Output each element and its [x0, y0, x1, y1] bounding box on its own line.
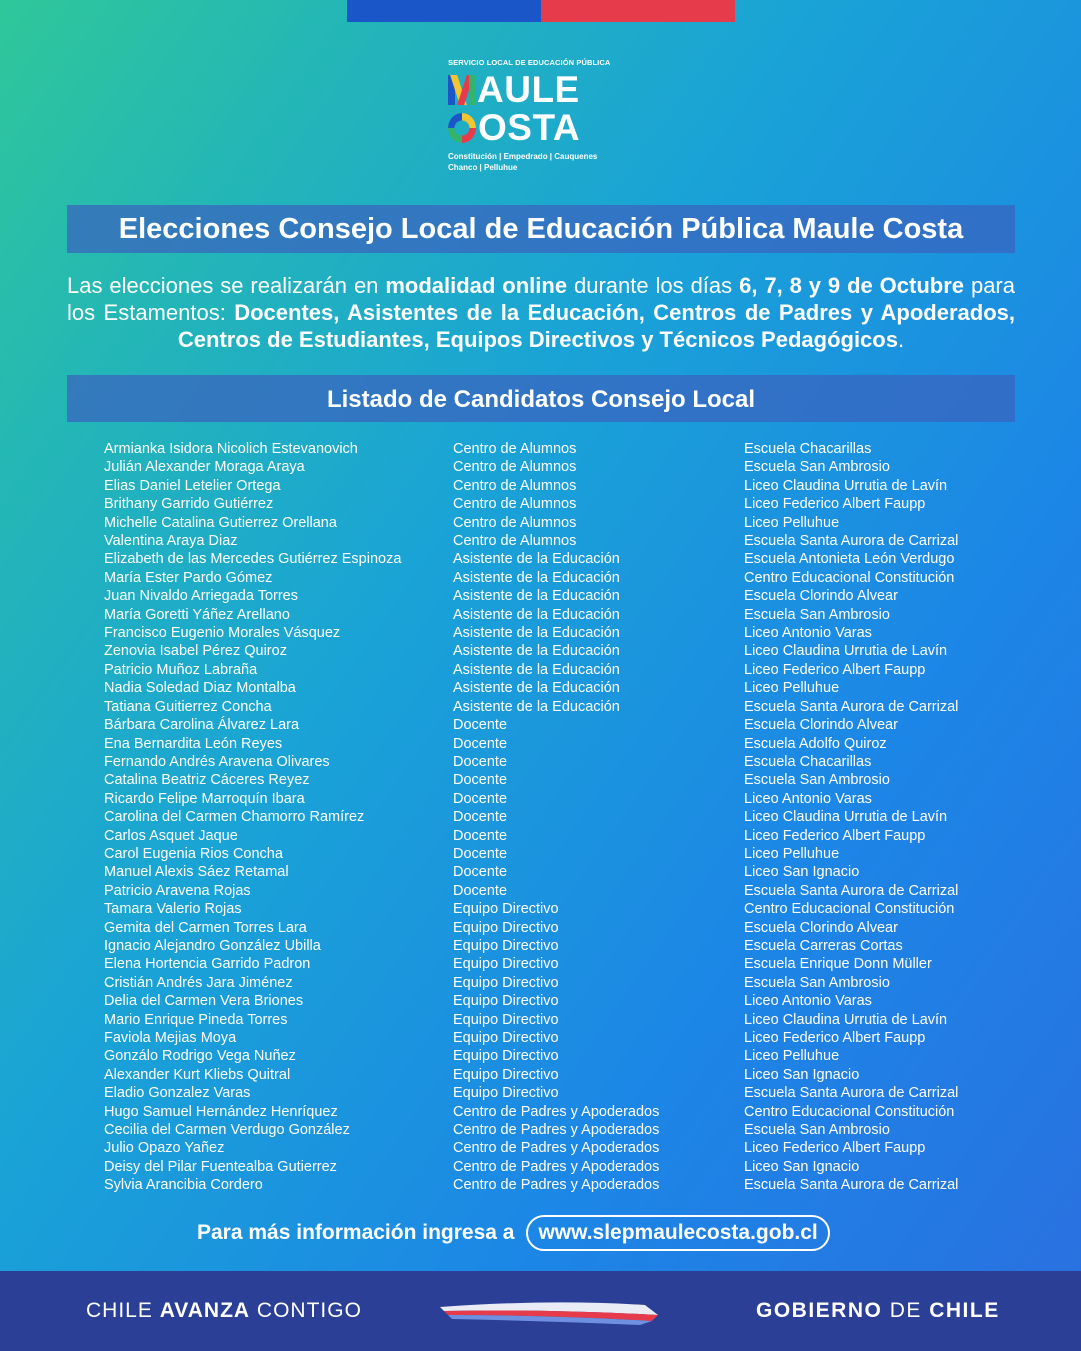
intro-paragraph: [67, 272, 1015, 353]
footer-right-c: CHILE: [921, 1299, 1000, 1322]
candidate-estamento: Docente: [453, 717, 508, 734]
candidate-estamento: Asistente de la Educación: [453, 698, 620, 715]
candidate-school: Escuela Clorindo Alvear: [744, 919, 898, 936]
candidate-row: [104, 532, 1004, 550]
candidate-school: Escuela Enrique Donn Müller: [744, 956, 932, 973]
candidate-row: [104, 440, 1004, 458]
list-title: Listado de Candidatos Consejo Local: [67, 375, 1015, 422]
candidate-name: Patricio Aravena Rojas: [104, 882, 251, 899]
logo-org-name: SERVICIO LOCAL DE EDUCACIÓN PÚBLICA: [448, 58, 611, 67]
flag-bar-blue: [347, 0, 541, 22]
candidate-name: Armianka Isidora Nicolich Estevanovich: [104, 441, 358, 457]
candidate-row: [104, 495, 1004, 513]
candidate-estamento: Centro de Alumnos: [453, 441, 577, 457]
candidate-name: Juan Nivaldo Arriegada Torres: [104, 588, 298, 605]
candidate-row: [104, 624, 1004, 642]
intro-text-1: Las elecciones se realizarán en: [67, 273, 386, 298]
chile-avanza-contigo: [86, 1299, 362, 1323]
candidate-estamento: Docente: [453, 735, 508, 752]
candidate-school: Escuela Carreras Cortas: [744, 937, 903, 954]
logo-c-glyph: [448, 113, 476, 143]
candidate-name: Brithany Garrido Gutiérrez: [104, 496, 274, 513]
candidate-row: [104, 458, 1004, 476]
candidate-row: [104, 790, 1004, 808]
candidate-row: [104, 679, 1004, 697]
candidate-estamento: Centro de Alumnos: [453, 514, 577, 531]
candidate-estamento: Equipo Directivo: [453, 974, 559, 991]
candidate-name: Sylvia Arancibia Cordero: [104, 1177, 263, 1194]
candidate-name: Patricio Muñoz Labraña: [104, 661, 258, 678]
candidate-school: Liceo Federico Albert Faupp: [744, 1140, 926, 1157]
intro-text-3: para los Estamentos:: [67, 273, 1015, 325]
candidate-school: Liceo Federico Albert Faupp: [744, 661, 926, 678]
intro-text-2: durante los días: [567, 273, 740, 298]
candidate-school: Escuela Santa Aurora de Carrizal: [744, 882, 959, 899]
candidate-row: [104, 1029, 1004, 1047]
candidate-estamento: Asistente de la Educación: [453, 680, 620, 697]
candidate-row: [104, 1121, 1004, 1139]
candidate-name: Valentina Araya Diaz: [104, 533, 238, 550]
candidate-school: Escuela Chacarillas: [744, 753, 872, 770]
intro-bold-modality: modalidad online: [385, 273, 568, 298]
candidate-school: Liceo San Ignacio: [744, 864, 860, 881]
candidate-name: Cristián Andrés Jara Jiménez: [104, 974, 293, 991]
candidate-school: Liceo Federico Albert Faupp: [744, 496, 926, 513]
candidate-name: María Ester Pardo Gómez: [104, 569, 273, 586]
candidate-row: [104, 771, 1004, 789]
more-info-label: Para más información ingresa a: [197, 1221, 515, 1244]
candidate-estamento: Equipo Directivo: [453, 937, 559, 954]
candidate-school: Escuela Chacarillas: [744, 441, 872, 457]
candidate-row: [104, 919, 1004, 937]
candidate-name: Elena Hortencia Garrido Padron: [104, 956, 311, 973]
candidate-row: [104, 753, 1004, 771]
gobierno-de-chile: [756, 1299, 1000, 1323]
candidate-estamento: Asistente de la Educación: [453, 661, 620, 678]
candidate-estamento: Equipo Directivo: [453, 956, 559, 973]
footer: [0, 1271, 1081, 1351]
candidate-name: Tatiana Guitierrez Concha: [104, 698, 272, 715]
candidate-school: Liceo San Ignacio: [744, 1158, 860, 1175]
candidate-name: Eladio Gonzalez Varas: [104, 1085, 251, 1102]
candidate-estamento: Equipo Directivo: [453, 1066, 559, 1083]
candidate-school: Escuela Santa Aurora de Carrizal: [744, 698, 959, 715]
logo-m-glyph: [448, 75, 476, 105]
candidate-estamento: Docente: [453, 772, 508, 789]
candidate-estamento: Equipo Directivo: [453, 993, 559, 1010]
footer-left-a: CHILE: [86, 1299, 160, 1322]
candidate-estamento: Centro de Alumnos: [453, 496, 577, 513]
candidate-name: Faviola Mejias Moya: [104, 1030, 237, 1046]
footer-right-b: DE: [889, 1299, 922, 1322]
candidate-row: [104, 845, 1004, 863]
candidate-row: [104, 569, 1004, 587]
candidate-school: Centro Educacional Constitución: [744, 1103, 955, 1120]
candidate-name: Carlos Asquet Jaque: [104, 827, 238, 844]
candidate-name: Julio Opazo Yañez: [104, 1140, 225, 1157]
candidate-row: [104, 1176, 1004, 1194]
candidate-row: [104, 514, 1004, 532]
candidate-row: [104, 642, 1004, 660]
candidate-name: Carolina del Carmen Chamorro Ramírez: [104, 809, 365, 826]
candidate-school: Escuela Adolfo Quiroz: [744, 735, 887, 752]
footer-right-a: GOBIERNO: [756, 1299, 890, 1322]
candidate-estamento: Docente: [453, 790, 508, 807]
candidate-estamento: Centro de Alumnos: [453, 533, 577, 550]
candidate-row: [104, 882, 1004, 900]
candidate-estamento: Equipo Directivo: [453, 1085, 559, 1102]
candidate-name: Catalina Beatriz Cáceres Reyez: [104, 772, 310, 789]
candidate-school: Liceo Antonio Varas: [744, 790, 872, 807]
logo-comunas-line-1: Constitución | Empedrado | Cauquenes: [448, 152, 598, 161]
candidate-school: Escuela Santa Aurora de Carrizal: [744, 1085, 959, 1102]
candidate-school: Liceo Federico Albert Faupp: [744, 827, 926, 844]
candidate-estamento: Equipo Directivo: [453, 919, 559, 936]
candidate-row: [104, 1084, 1004, 1102]
logo-comunas: [448, 151, 648, 173]
candidate-school: Escuela Santa Aurora de Carrizal: [744, 1177, 959, 1194]
flag-bar-red: [541, 0, 735, 22]
candidate-estamento: Docente: [453, 864, 508, 881]
candidate-row: [104, 1158, 1004, 1176]
candidate-row: [104, 974, 1004, 992]
candidate-row: [104, 735, 1004, 753]
candidates-table: [104, 440, 1004, 1195]
candidate-name: Zenovia Isabel Pérez Quiroz: [104, 643, 287, 660]
candidate-row: [104, 1047, 1004, 1065]
candidate-school: Liceo Pelluhue: [744, 845, 840, 862]
candidate-school: Liceo Antonio Varas: [744, 993, 872, 1010]
page-title: Elecciones Consejo Local de Educación Pública Maule Costa: [67, 205, 1015, 253]
candidate-school: Liceo Pelluhue: [744, 680, 840, 697]
candidate-estamento: Equipo Directivo: [453, 1048, 559, 1065]
candidate-row: [104, 1066, 1004, 1084]
candidate-school: Liceo San Ignacio: [744, 1066, 860, 1083]
candidate-estamento: Docente: [453, 827, 508, 844]
candidate-name: Delia del Carmen Vera Briones: [104, 993, 304, 1010]
candidate-school: Escuela Clorindo Alvear: [744, 588, 898, 605]
candidate-estamento: Docente: [453, 809, 508, 826]
candidate-estamento: Asistente de la Educación: [453, 569, 620, 586]
candidate-school: Liceo Pelluhue: [744, 514, 840, 531]
candidate-estamento: Equipo Directivo: [453, 1011, 559, 1028]
candidate-name: Michelle Catalina Gutierrez Orellana: [104, 514, 337, 531]
candidate-estamento: Asistente de la Educación: [453, 588, 620, 605]
footer-left-c: CONTIGO: [250, 1299, 362, 1322]
candidate-school: Escuela Santa Aurora de Carrizal: [744, 533, 959, 550]
candidate-row: [104, 550, 1004, 568]
candidate-school: Centro Educacional Constitución: [744, 901, 955, 918]
candidate-name: Fernando Andrés Aravena Olivares: [104, 753, 330, 770]
candidate-school: Liceo Claudina Urrutia de Lavín: [744, 643, 948, 660]
candidate-name: Gemita del Carmen Torres Lara: [104, 919, 307, 936]
candidate-name: Ena Bernardita León Reyes: [104, 735, 283, 752]
logo-line-2: OSTA: [478, 107, 581, 148]
candidate-estamento: Centro de Padres y Apoderados: [453, 1158, 660, 1175]
candidate-estamento: Centro de Alumnos: [453, 459, 577, 476]
candidate-name: Gonzálo Rodrigo Vega Nuñez: [104, 1048, 296, 1065]
candidate-school: Escuela San Ambrosio: [744, 1122, 890, 1139]
footer-left-b: AVANZA: [159, 1299, 251, 1322]
candidate-estamento: Centro de Alumnos: [453, 477, 577, 494]
candidate-school: Escuela San Ambrosio: [744, 459, 890, 476]
candidate-school: Liceo Antonio Varas: [744, 625, 872, 642]
candidate-name: Manuel Alexis Sáez Retamal: [104, 864, 289, 881]
candidate-estamento: Asistente de la Educación: [453, 606, 620, 623]
intro-bold-dates: 6, 7, 8 y 9 de Octubre: [739, 273, 965, 298]
candidate-estamento: Docente: [453, 845, 508, 862]
candidate-name: Nadia Soledad Diaz Montalba: [104, 680, 296, 697]
candidate-name: Alexander Kurt Kliebs Quitral: [104, 1066, 291, 1083]
candidate-row: [104, 1011, 1004, 1029]
intro-text-4: .: [897, 327, 905, 352]
candidate-name: Carol Eugenia Rios Concha: [104, 845, 283, 862]
candidate-estamento: Equipo Directivo: [453, 901, 559, 918]
candidate-row: [104, 900, 1004, 918]
candidate-school: Liceo Pelluhue: [744, 1048, 840, 1065]
candidate-estamento: Centro de Padres y Apoderados: [453, 1177, 660, 1194]
candidate-estamento: Asistente de la Educación: [453, 625, 620, 642]
candidate-school: Centro Educacional Constitución: [744, 569, 955, 586]
candidate-estamento: Docente: [453, 753, 508, 770]
flag-swoosh-icon: [440, 1301, 660, 1325]
logo-word-costa: [448, 109, 648, 147]
maule-costa-logo: [448, 58, 648, 173]
candidate-school: Liceo Claudina Urrutia de Lavín: [744, 477, 948, 494]
candidate-row: [104, 992, 1004, 1010]
candidate-school: Liceo Claudina Urrutia de Lavín: [744, 1011, 948, 1028]
candidate-row: [104, 606, 1004, 624]
candidate-estamento: Asistente de la Educación: [453, 551, 620, 568]
candidate-row: [104, 1139, 1004, 1157]
candidate-row: [104, 661, 1004, 679]
logo-comunas-line-2: Chanco | Pelluhue: [448, 163, 518, 172]
candidate-row: [104, 1103, 1004, 1121]
candidate-name: Ignacio Alejandro González Ubilla: [104, 937, 321, 954]
candidate-estamento: Centro de Padres y Apoderados: [453, 1140, 660, 1157]
candidate-name: Cecilia del Carmen Verdugo González: [104, 1122, 350, 1139]
more-info: [197, 1215, 830, 1251]
candidate-row: [104, 716, 1004, 734]
candidate-name: Deisy del Pilar Fuentealba Gutierrez: [104, 1158, 337, 1175]
candidate-school: Escuela Clorindo Alvear: [744, 717, 898, 734]
candidate-name: Elias Daniel Letelier Ortega: [104, 477, 281, 494]
candidate-school: Escuela Antonieta León Verdugo: [744, 551, 955, 568]
candidate-name: Hugo Samuel Hernández Henríquez: [104, 1103, 338, 1120]
candidate-name: Francisco Eugenio Morales Vásquez: [104, 625, 341, 642]
intro-bold-estamentos: Docentes, Asistentes de la Educación, Centros de Padres y Apoderados, Centros de Estudiantes, Equipos Directivos y Técnicos Pedagógicos: [177, 300, 1015, 352]
candidate-row: [104, 698, 1004, 716]
candidate-school: Liceo Federico Albert Faupp: [744, 1030, 926, 1046]
candidate-name: Julián Alexander Moraga Araya: [104, 459, 305, 476]
candidate-estamento: Equipo Directivo: [453, 1030, 559, 1046]
candidate-school: Escuela San Ambrosio: [744, 772, 890, 789]
candidate-row: [104, 477, 1004, 495]
candidate-estamento: Centro de Padres y Apoderados: [453, 1122, 660, 1139]
logo-line-1: AULE: [477, 69, 580, 110]
candidate-estamento: Docente: [453, 882, 508, 899]
candidate-school: Escuela San Ambrosio: [744, 606, 890, 623]
candidate-row: [104, 937, 1004, 955]
candidate-estamento: Asistente de la Educación: [453, 643, 620, 660]
candidate-school: Escuela San Ambrosio: [744, 974, 890, 991]
candidate-name: Elizabeth de las Mercedes Gutiérrez Espinoza: [104, 551, 402, 568]
candidate-row: [104, 863, 1004, 881]
flag-bar: [347, 0, 735, 22]
candidate-school: Liceo Claudina Urrutia de Lavín: [744, 809, 948, 826]
candidate-row: [104, 827, 1004, 845]
candidate-name: Mario Enrique Pineda Torres: [104, 1011, 288, 1028]
candidate-row: [104, 955, 1004, 973]
candidate-name: María Goretti Yáñez Arellano: [104, 606, 290, 623]
candidate-name: Tamara Valerio Rojas: [104, 901, 242, 918]
logo-word-maule: [448, 71, 648, 109]
candidate-row: [104, 587, 1004, 605]
candidate-row: [104, 808, 1004, 826]
candidate-estamento: Centro de Padres y Apoderados: [453, 1103, 660, 1120]
candidate-name: Ricardo Felipe Marroquín Ibara: [104, 790, 305, 807]
website-link[interactable]: www.slepmaulecosta.gob.cl: [526, 1215, 829, 1251]
candidate-name: Bárbara Carolina Álvarez Lara: [104, 717, 300, 734]
